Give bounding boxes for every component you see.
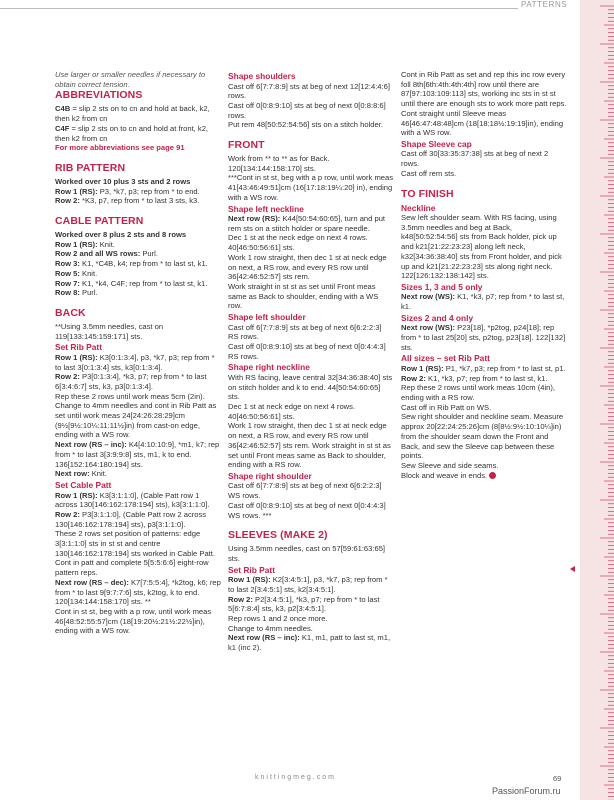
- paragraph: Cast off 30[33:35:37:38] sts at beg of next 2 rows. Cast off rem sts.: [401, 149, 549, 178]
- row-label: Row 8:: [55, 288, 80, 298]
- back-heading: BACK: [55, 306, 86, 319]
- row-instruction: [55, 187, 221, 197]
- shape-right-neckline-heading: Shape right neckline: [228, 362, 310, 373]
- rib-pattern-heading: RIB PATTERN: [55, 161, 126, 174]
- row-text: K1, *C4B, k4; rep from * to last st, k1.: [79, 259, 208, 269]
- paragraph: Cont in st st, beg with a p row, until work meas 46[48:52:55:57]cm (18[19:20½:21½:22½]in), ending with a WS row.: [55, 606, 212, 636]
- paragraph: Work straight in st st as set until Front meas same as Back to shoulder, ending with a WS row.: [228, 281, 379, 311]
- column-2: [228, 70, 394, 653]
- row-text: Purl.: [79, 288, 98, 298]
- row-text: P3, *k7, p3; rep from * to end.: [97, 186, 200, 196]
- set-rib-patt-heading: Set Rib Patt: [228, 564, 275, 575]
- paragraph: ***Cont in st st, beg with a p row, until work meas 41[43:46:49:51]cm (16[17:18:19¼:20] in), ending with a WS row.: [228, 173, 394, 202]
- paragraph: Work 1 row straight, then dec 1 st at neck edge on next, a RS row, and every RS row until 36[42:46:52:57] sts rem. Work straight in st st as set until Front meas same as Back to shoulder, ending with a RS row.: [228, 421, 391, 470]
- measuring-ruler: [580, 0, 614, 800]
- row-text: K7[7:5:5:4], *k2tog, k6; rep from * to last 9[9:7:7:6] sts, k2tog, k to end. 120[134:144:158:170] sts. **: [55, 577, 221, 607]
- row-text: K3[0:1:3:4], p3, *k7, p3; rep from * to last 3[0:1:3:4] sts, k3[0:1:3:4].: [55, 352, 215, 372]
- set-cable-patt-heading: Set Cable Patt: [55, 480, 112, 490]
- row-label: Next row (RS – inc):: [55, 440, 127, 450]
- row-label: Next row (RS – inc):: [228, 633, 300, 643]
- all-sizes-heading: All sizes – set Rib Patt: [401, 353, 490, 364]
- abbr-label: C4B: [55, 104, 71, 114]
- row-instruction: [55, 196, 221, 206]
- column-1: [55, 70, 221, 636]
- page-marker-icon: [570, 566, 575, 572]
- page-number: 69: [553, 774, 562, 783]
- row-text: K1, *k3, p7; rep from * to last st, k1.: [425, 373, 548, 383]
- row-label: Row 2:: [55, 196, 80, 206]
- row-instruction: [55, 440, 221, 469]
- cable-intro: Worked over 8 plus 2 sts and 8 rows: [55, 230, 187, 240]
- abbr-more-link: For more abbreviations see page 91: [55, 143, 185, 153]
- row-instruction: [228, 633, 394, 652]
- abbreviations-heading: ABBREVIATIONS: [55, 89, 143, 102]
- column-3: [401, 70, 567, 480]
- row-instruction: [55, 269, 221, 279]
- paragraph: Cast off 6[7:7:8:9] sts at beg of next 12[12:4:4:6] rows. Cast off 0[0:8:9:10] sts at beg of next 0[0:8:8:6] rows. Put rem 48[50:52:54:56] sts on a stitch holder.: [228, 81, 390, 130]
- row-instruction: [401, 292, 567, 311]
- cable-pattern-heading: CABLE PATTERN: [55, 215, 144, 228]
- front-heading: FRONT: [228, 139, 265, 152]
- row-instruction: [401, 364, 567, 374]
- paragraph: These 2 rows set position of patterns: edge 3[3:1:1:0] sts in st st and centre 130[146:162:178:194] sts worked in Cable Patt.: [55, 529, 215, 558]
- row-instruction: [55, 240, 221, 250]
- row-label: Row 1 (RS):: [55, 186, 98, 196]
- paragraph: Dec 1 st at neck edge on next 4 rows. 40[46:50:56:61] sts.: [228, 401, 356, 421]
- row-label: Next row (RS – dec):: [55, 577, 129, 587]
- shape-shoulders-heading: Shape shoulders: [228, 71, 296, 81]
- abbr-text: = slip 2 sts on to cn and hold at back, k2, then k2 from cn: [55, 104, 210, 124]
- paragraph: Work 1 row straight, then dec 1 st at neck edge on next, a RS row, and every RS row until 36[42:46:52:57] sts rem.: [228, 252, 387, 282]
- row-label: Next row (WS):: [401, 292, 455, 302]
- row-text: K3[3:1:1:0], (Cable Patt row 1 across 130[146:162:178:194] sts), k3[3:1:1:0].: [55, 490, 210, 510]
- watermark: PassionForum.ru: [492, 786, 561, 796]
- paragraph: Work from ** to ** as for Back. 120[134:144:158:170] sts.: [228, 154, 330, 173]
- row-instruction: [55, 288, 221, 298]
- paragraph: Cast off 6[7:7:8:9] sts at beg of next 6[6:2:2:3] RS rows. Cast off 0[0:8:9:10] sts at beg of next 0[0:4:4:3] RS rows.: [228, 322, 386, 361]
- finishing-text: Sew right shoulder and neckline seam. Measure approx 20[22:24:25:26]cm (8[8½:9½:10:10¼]in) from the shoulder seam down the Front and Back, and sew the Sleeve cap between these points. Sew Sleeve and side seams. Block and weave in ends.: [401, 412, 564, 480]
- rib-intro: Worked over 10 plus 3 sts and 2 rows: [55, 176, 191, 186]
- row-text: P1, *k7, p3; rep from * to last st, p1.: [443, 363, 566, 373]
- row-text: P3[0:1:3:4], *k3, p7; rep from * to last 6[3:4:6:7] sts, k3, p3[0:1:3:4].: [55, 372, 207, 391]
- back-intro: **Using 3.5mm needles, cast on 119[133:145:159:171] sts.: [55, 321, 164, 341]
- row-text: K1, *k3, p7; rep from * to last st, k1.: [401, 292, 565, 312]
- paragraph: Rep these 2 rows until work meas 5cm (2in).: [55, 391, 205, 401]
- row-label: Row 5:: [55, 268, 80, 278]
- to-finish-heading: TO FINISH: [401, 187, 454, 200]
- row-instruction: [55, 353, 221, 372]
- row-label: Row 2 and all WS rows:: [55, 249, 141, 259]
- abbr-label: C4F: [55, 123, 70, 133]
- row-instruction: [55, 279, 221, 289]
- row-instruction: [228, 214, 394, 233]
- paragraph: Rep rows 1 and 2 once more. Change to 4mm needles.: [228, 613, 328, 633]
- finishing-paragraph: [401, 412, 567, 480]
- abbr-c4f: [55, 124, 221, 143]
- row-label: Row 7:: [55, 278, 80, 288]
- row-instruction: [401, 374, 567, 384]
- sleeves-heading: SLEEVES (MAKE 2): [228, 529, 328, 542]
- paragraph: Cont in Rib Patt as set and rep this inc row every foll 8th[6th:4th:4th:4th] row until there are 87[97:103:109:113] sts, working inc sts in st st until there are enough sts to work more patt reps.: [401, 70, 567, 109]
- row-label: Row 2:: [55, 372, 80, 382]
- footer-site: knittingmeg.com: [255, 774, 336, 781]
- paragraph: Cast off 6[7:7:8:9] sts at beg of next 6[6:2:2:3] WS rows. Cast off 0[0:8:9:10] sts at beg of next 0[0:4:4:3] WS rows. ***: [228, 481, 386, 520]
- paragraph: Sew left shoulder seam. With RS facing, using 3.5mm needles and beg at Back, k48[50:52:54:56] sts from Back holder, pick up and k21[21:22:23:23] along left neck, k32[34:36:38:40] sts from Front holder, and pick up and k21[21:22:23:23] sts along right neck. 122[126:132:138:142] sts.: [401, 213, 562, 281]
- header-rule: [0, 8, 518, 9]
- shape-left-neckline-heading: Shape left neckline: [228, 203, 304, 214]
- row-label: Row 1 (RS):: [55, 239, 98, 249]
- row-text: K1, m1, patt to last st, m1, k1 (inc 2).: [228, 633, 391, 653]
- row-text: Knit.: [79, 268, 98, 278]
- paragraph: Cont straight until Sleeve meas 46[46:47:48:48]cm (18[18:18½:19:19]in), ending with a WS row.: [401, 108, 564, 138]
- row-label: Row 2:: [55, 509, 80, 519]
- row-text: K4[4:10:10:9], *m1, k7; rep from * to last 3[3:9:9:8] sts, m1, k to end. 136[152:164:180:194] sts.: [55, 440, 220, 469]
- shape-left-shoulder-heading: Shape left shoulder: [228, 312, 306, 323]
- row-label: Row 3:: [55, 259, 80, 269]
- row-text: Knit.: [97, 239, 115, 249]
- shape-sleeve-cap-heading: Shape Sleeve cap: [401, 138, 472, 149]
- row-text: P3[3:1:1:0], (Cable Patt row 2 across 130[146:162:178:194] sts), p3[3:1:1:0].: [55, 509, 207, 529]
- end-bullet-icon: [489, 472, 496, 479]
- paragraph: Using 3.5mm needles, cast on 57[59:61:63:65] sts.: [228, 544, 386, 563]
- row-label: Row 2:: [401, 373, 426, 383]
- abbr-c4b: [55, 104, 221, 123]
- row-text: Knit.: [89, 469, 107, 479]
- row-instruction: [55, 259, 221, 269]
- paragraph: Dec 1 st at the neck edge on next 4 rows. 40[46:50:56:61] sts.: [228, 233, 368, 253]
- row-instruction: [401, 323, 567, 352]
- row-instruction: [228, 595, 394, 614]
- row-label: Next row (WS):: [401, 323, 455, 333]
- row-label: Row 2:: [228, 594, 253, 604]
- paragraph: With RS facing, leave central 32[34:36:38:40] sts on stitch holder and k to end. 44[50:54:60:65] sts.: [228, 372, 393, 402]
- row-label: Next row:: [55, 469, 90, 479]
- neckline-heading: Neckline: [401, 202, 436, 213]
- row-instruction: [55, 469, 221, 479]
- row-text: P23[18], *p2tog, p24[18]; rep from * to last 25[20] sts, p2tog, p23[18]. 122[132] sts.: [401, 323, 566, 352]
- row-text: K1, *k4, C4F; rep from * to last st, k1.: [79, 278, 208, 288]
- ruler-ticks: [580, 0, 614, 800]
- paragraph: Cont in patt and complete 5[5:5:6:6] eight-row pattern reps.: [55, 558, 209, 578]
- paragraph: Rep these 2 rows until work meas 10cm (4in), ending with a RS row. Cast off in Rib Patt on WS.: [401, 383, 556, 412]
- row-instruction: [55, 578, 221, 607]
- row-instruction: [228, 575, 394, 594]
- row-instruction: [55, 372, 221, 391]
- sizes-135-heading: Sizes 1, 3 and 5 only: [401, 281, 483, 292]
- row-label: Row 1 (RS):: [55, 352, 98, 362]
- row-text: K2[3:4:5:1], p3, *k7, p3; rep from * to last 2[3:4:5:1] sts, k2[3:4:5:1].: [228, 575, 388, 594]
- intro-text: Use larger or smaller needles if necessary to obtain correct tension.: [55, 70, 206, 89]
- row-label: Row 1 (RS):: [401, 363, 444, 373]
- paragraph: Change to 4mm needles and cont in Rib Patt as set until work meas 24[24:26:28:29]cm (9½[9½:10¼:11:11½]in) from cast-on edge, ending with a WS row.: [55, 401, 217, 440]
- row-instruction: [55, 510, 221, 529]
- shape-right-shoulder-heading: Shape right shoulder: [228, 470, 312, 481]
- set-rib-patt-heading: Set Rib Patt: [55, 342, 102, 353]
- row-label: Row 1 (RS):: [228, 575, 271, 585]
- row-label: Row 1 (RS):: [55, 490, 98, 500]
- row-text: P2[3:4:5:1], *k3, p7; rep from * to last 5[6:7:8:4] sts, k3, p2[3:4:5:1].: [228, 594, 380, 614]
- row-label: Next row (RS):: [228, 214, 281, 224]
- row-text: Purl.: [140, 249, 158, 259]
- row-text: K44[50:54:60:65], turn and put rem sts on a stitch holder or spare needle.: [228, 214, 386, 233]
- abbr-text: = slip 2 sts on to cn and hold at front, k2, then k2 from cn: [55, 123, 209, 143]
- section-header: PATTERNS: [521, 0, 568, 9]
- row-instruction: [55, 249, 221, 259]
- row-instruction: [55, 491, 221, 510]
- row-text: *K3, p7, rep from * to last 3 sts, k3.: [79, 196, 200, 206]
- sizes-24-heading: Sizes 2 and 4 only: [401, 312, 474, 323]
